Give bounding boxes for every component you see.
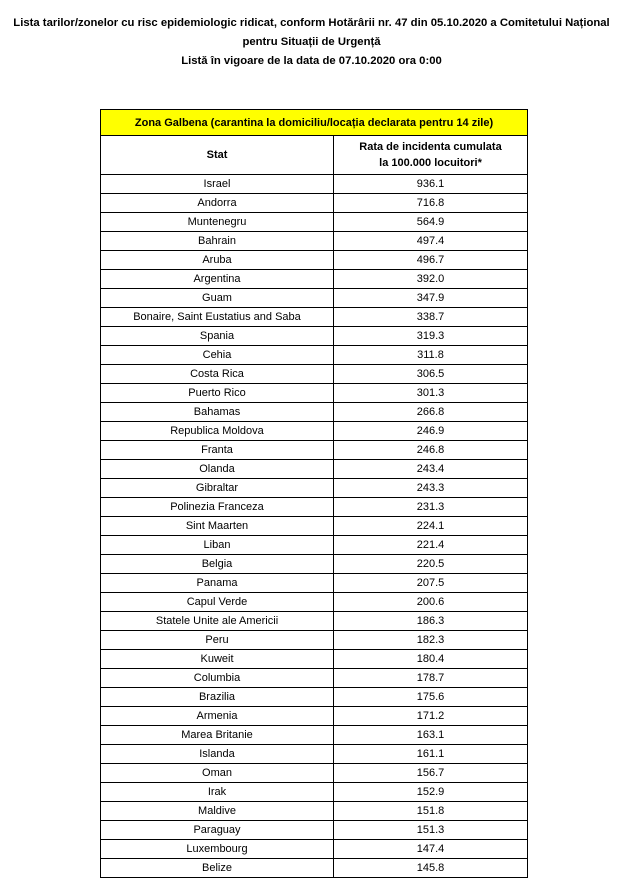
table-row <box>101 726 528 745</box>
table-row <box>101 251 528 270</box>
table-row <box>101 384 528 403</box>
state-cell: Irak <box>101 783 334 802</box>
state-cell: Brazilia <box>101 688 334 707</box>
table-row <box>101 403 528 422</box>
rate-cell: 207.5 <box>334 574 528 593</box>
rate-cell: 186.3 <box>334 612 528 631</box>
state-cell: Sint Maarten <box>101 517 334 536</box>
table-row <box>101 821 528 840</box>
rate-cell: 180.4 <box>334 650 528 669</box>
state-cell: Belgia <box>101 555 334 574</box>
state-cell: Israel <box>101 175 334 194</box>
table-row <box>101 270 528 289</box>
state-cell: Costa Rica <box>101 365 334 384</box>
rate-cell: 171.2 <box>334 707 528 726</box>
rate-cell: 246.9 <box>334 422 528 441</box>
rate-cell: 243.4 <box>334 460 528 479</box>
table-row <box>101 308 528 327</box>
table-row <box>101 764 528 783</box>
state-cell: Marea Britanie <box>101 726 334 745</box>
state-cell: Liban <box>101 536 334 555</box>
state-cell: Andorra <box>101 194 334 213</box>
table-row <box>101 840 528 859</box>
column-header-row <box>101 136 528 175</box>
table-row <box>101 612 528 631</box>
state-cell: Maldive <box>101 802 334 821</box>
rate-cell: 163.1 <box>334 726 528 745</box>
table-row <box>101 460 528 479</box>
rate-cell: 716.8 <box>334 194 528 213</box>
state-cell: Polinezia Franceza <box>101 498 334 517</box>
rate-cell: 200.6 <box>334 593 528 612</box>
rate-cell: 178.7 <box>334 669 528 688</box>
table-row <box>101 232 528 251</box>
rate-cell: 338.7 <box>334 308 528 327</box>
state-cell: Panama <box>101 574 334 593</box>
header-title-line-2: pentru Situații de Urgență <box>242 36 381 48</box>
rate-cell: 243.3 <box>334 479 528 498</box>
state-cell: Peru <box>101 631 334 650</box>
table-row <box>101 175 528 194</box>
table-row <box>101 517 528 536</box>
rate-cell: 147.4 <box>334 840 528 859</box>
rate-cell: 151.3 <box>334 821 528 840</box>
table-row <box>101 574 528 593</box>
state-cell: Republica Moldova <box>101 422 334 441</box>
rate-cell: 152.9 <box>334 783 528 802</box>
state-cell: Bahrain <box>101 232 334 251</box>
state-cell: Muntenegru <box>101 213 334 232</box>
rate-cell: 182.3 <box>334 631 528 650</box>
rate-cell: 306.5 <box>334 365 528 384</box>
state-cell: Oman <box>101 764 334 783</box>
state-cell: Islanda <box>101 745 334 764</box>
table-row <box>101 479 528 498</box>
table-row <box>101 783 528 802</box>
table-row <box>101 536 528 555</box>
rate-cell: 319.3 <box>334 327 528 346</box>
table-row <box>101 631 528 650</box>
rate-cell: 145.8 <box>334 859 528 878</box>
state-cell: Olanda <box>101 460 334 479</box>
rate-cell: 392.0 <box>334 270 528 289</box>
table-row <box>101 365 528 384</box>
rate-cell: 156.7 <box>334 764 528 783</box>
state-cell: Puerto Rico <box>101 384 334 403</box>
zone-title-row <box>101 110 528 136</box>
table-row <box>101 555 528 574</box>
state-cell: Statele Unite ale Americii <box>101 612 334 631</box>
state-cell: Bahamas <box>101 403 334 422</box>
column-header-rate: Rata de incidenta cumulata la 100.000 locuitori* <box>334 136 528 175</box>
rate-cell: 151.8 <box>334 802 528 821</box>
rate-cell: 266.8 <box>334 403 528 422</box>
rate-cell: 161.1 <box>334 745 528 764</box>
column-header-state: Stat <box>101 136 334 175</box>
state-cell: Aruba <box>101 251 334 270</box>
state-cell: Luxembourg <box>101 840 334 859</box>
state-cell: Armenia <box>101 707 334 726</box>
table-row <box>101 327 528 346</box>
table-row <box>101 802 528 821</box>
rate-cell: 221.4 <box>334 536 528 555</box>
state-cell: Argentina <box>101 270 334 289</box>
rate-cell: 496.7 <box>334 251 528 270</box>
table-row <box>101 593 528 612</box>
table-row <box>101 650 528 669</box>
rate-cell: 497.4 <box>334 232 528 251</box>
document-header <box>0 14 623 71</box>
header-title-line-1: Lista tarilor/zonelor cu risc epidemiologic ridicat, conform Hotărârii nr. 47 din 05.10.2020 a Comitetului Național <box>13 17 610 29</box>
table-row <box>101 441 528 460</box>
state-cell: Gibraltar <box>101 479 334 498</box>
table-row <box>101 707 528 726</box>
rate-cell: 246.8 <box>334 441 528 460</box>
rate-cell: 220.5 <box>334 555 528 574</box>
rate-cell: 175.6 <box>334 688 528 707</box>
table-row <box>101 859 528 878</box>
rate-cell: 311.8 <box>334 346 528 365</box>
state-cell: Capul Verde <box>101 593 334 612</box>
table-row <box>101 213 528 232</box>
rate-cell: 936.1 <box>334 175 528 194</box>
state-cell: Kuweit <box>101 650 334 669</box>
rate-cell: 301.3 <box>334 384 528 403</box>
table-row <box>101 688 528 707</box>
state-cell: Spania <box>101 327 334 346</box>
rate-cell: 224.1 <box>334 517 528 536</box>
risk-zone-table <box>100 109 528 878</box>
table-row <box>101 745 528 764</box>
table-row <box>101 669 528 688</box>
state-cell: Guam <box>101 289 334 308</box>
table-row <box>101 346 528 365</box>
rate-cell: 231.3 <box>334 498 528 517</box>
state-cell: Belize <box>101 859 334 878</box>
zone-title: Zona Galbena (carantina la domiciliu/locația declarata pentru 14 zile) <box>101 110 528 136</box>
state-cell: Franta <box>101 441 334 460</box>
rate-cell: 347.9 <box>334 289 528 308</box>
header-validity-line: Listă în vigoare de la data de 07.10.2020 ora 0:00 <box>181 55 442 67</box>
state-cell: Paraguay <box>101 821 334 840</box>
rate-cell: 564.9 <box>334 213 528 232</box>
table-body <box>101 175 528 878</box>
table-row <box>101 498 528 517</box>
table-row <box>101 194 528 213</box>
table-row <box>101 289 528 308</box>
state-cell: Cehia <box>101 346 334 365</box>
table-row <box>101 422 528 441</box>
state-cell: Columbia <box>101 669 334 688</box>
state-cell: Bonaire, Saint Eustatius and Saba <box>101 308 334 327</box>
